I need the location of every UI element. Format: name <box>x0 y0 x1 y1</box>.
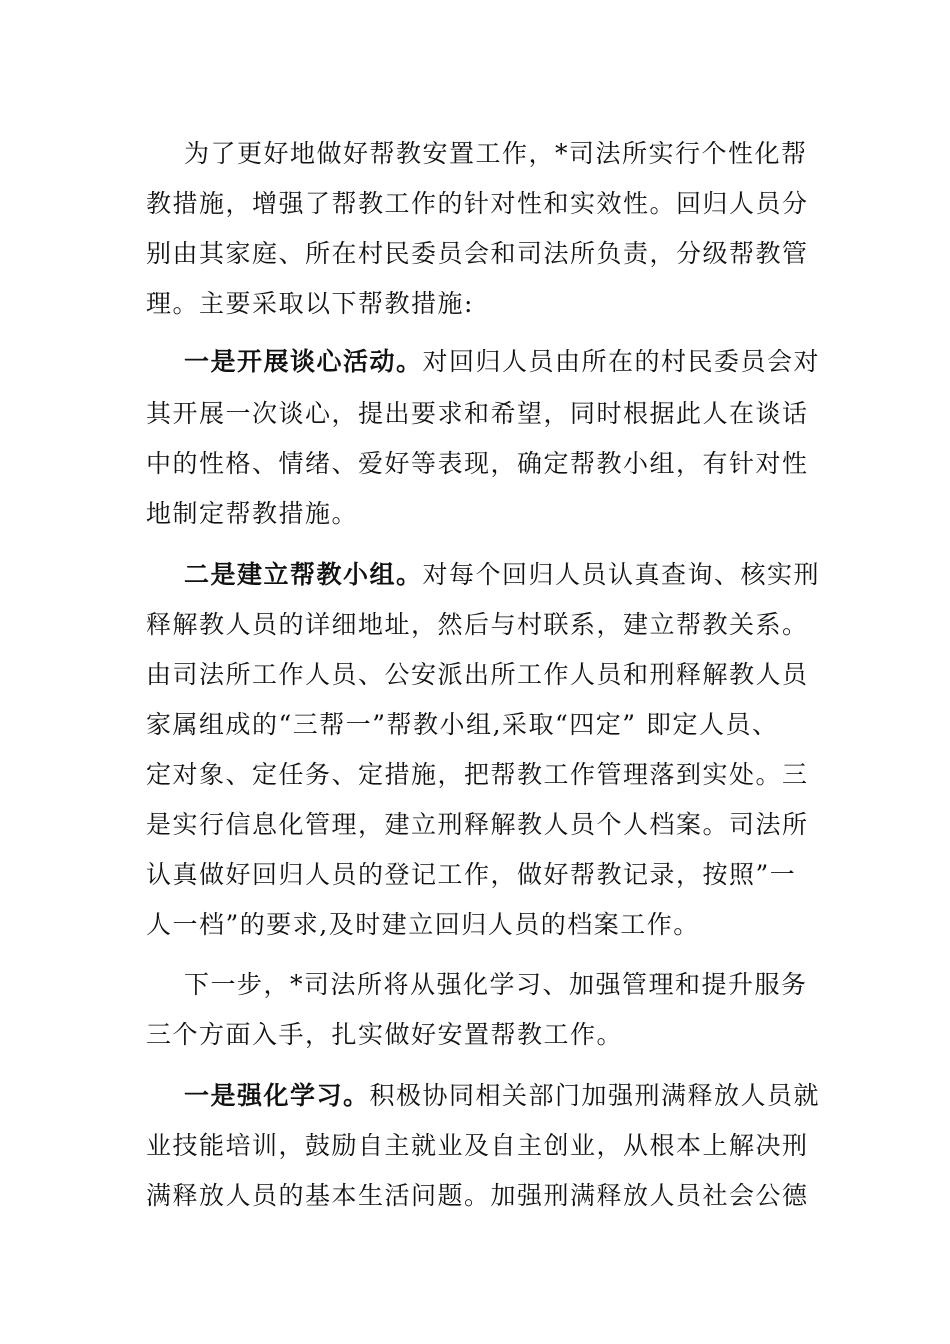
paragraph-5-heading: 一是强化学习。 <box>184 1081 370 1110</box>
paragraph-1-line-4: 理。主要采取以下帮教措施: <box>146 289 474 318</box>
paragraph-1-line-2: 教措施，增强了帮教工作的针对性和实效性。回归人员分 <box>146 189 809 218</box>
paragraph-1-line-1: 为了更好地做好帮教安置工作，*司法所实行个性化帮 <box>184 139 808 168</box>
paragraph-2-heading: 一是开展谈心活动。 <box>184 347 423 376</box>
paragraph-2-line-1: 一是开展谈心活动。对回归人员由所在的村民委员会对 <box>184 347 821 376</box>
paragraph-4-line-2: 三个方面入手，扎实做好安置帮教工作。 <box>146 1020 624 1049</box>
paragraph-1-line-3: 别由其家庭、所在村民委员会和司法所负责，分级帮教管 <box>146 239 809 268</box>
paragraph-5-line-3: 满释放人员的基本生活问题。加强刑满释放人员社会公德 <box>146 1181 809 1210</box>
paragraph-2-line-4: 地制定帮教措施。 <box>146 499 359 528</box>
paragraph-4-line-1: 下一步，*司法所将从强化学习、加强管理和提升服务 <box>184 970 808 999</box>
paragraph-2-line-2: 其开展一次谈心，提出要求和希望，同时根据此人在谈话 <box>146 399 809 428</box>
paragraph-3-heading: 二是建立帮教小组。 <box>184 560 423 589</box>
paragraph-3-line-6: 是实行信息化管理，建立刑释解教人员个人档案。司法所 <box>146 810 809 839</box>
paragraph-5-line-1: 一是强化学习。积极协同相关部门加强刑满释放人员就 <box>184 1081 821 1110</box>
paragraph-3-line-5: 定对象、定任务、定措施，把帮教工作管理落到实处。三 <box>146 760 809 789</box>
paragraph-3-line-8: 人一档”的要求,及时建立回归人员的档案工作。 <box>146 910 700 939</box>
paragraph-3-line-4: 家属组成的“三帮一”帮教小组,采取“四定” 即定人员、 <box>146 710 779 739</box>
paragraph-5-line-2: 业技能培训，鼓励自主就业及自主创业，从根本上解决刑 <box>146 1131 809 1160</box>
paragraph-3-line-7: 认真做好回归人员的登记工作，做好帮教记录，按照”一 <box>146 860 797 889</box>
paragraph-3-line-1: 二是建立帮教小组。对每个回归人员认真查询、核实刑 <box>184 560 821 589</box>
paragraph-3-line-2: 释解教人员的详细地址，然后与村联系，建立帮教关系。 <box>146 610 809 639</box>
paragraph-2-line-3: 中的性格、情绪、爱好等表现，确定帮教小组，有针对性 <box>146 449 809 478</box>
paragraph-3-line-3: 由司法所工作人员、公安派出所工作人员和刑释解教人员 <box>146 660 809 689</box>
